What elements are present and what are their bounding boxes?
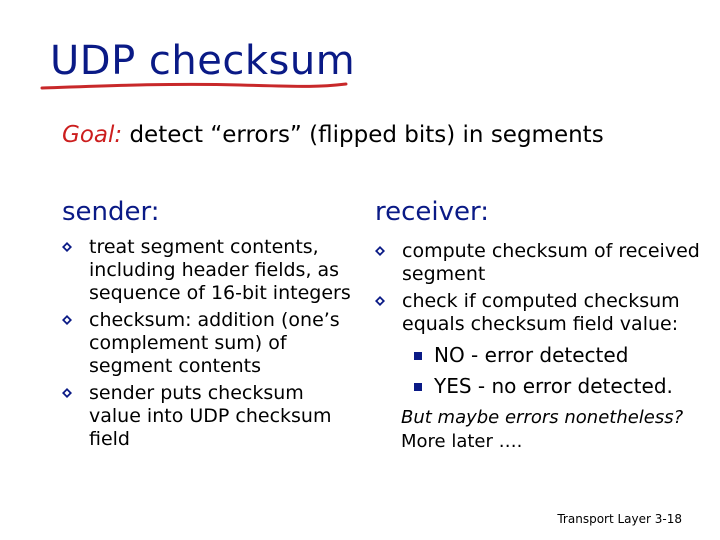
sender-item-text: sender puts checksum value into UDP checksum field bbox=[89, 382, 332, 450]
footer-page-label: Transport Layer 3-18 bbox=[557, 512, 682, 526]
receiver-list bbox=[375, 240, 705, 458]
square-bullet-icon bbox=[414, 352, 422, 360]
diamond-bullet-icon bbox=[62, 242, 72, 252]
sender-list bbox=[62, 236, 352, 455]
sender-item-text: treat segment contents, including header fields, as sequence of 16-bit integers bbox=[89, 236, 351, 304]
receiver-subitem bbox=[414, 371, 705, 402]
receiver-heading: receiver: bbox=[375, 197, 490, 227]
sender-item bbox=[62, 309, 352, 378]
goal-text: detect “errors” (flipped bits) in segments bbox=[122, 122, 604, 148]
receiver-note-rest: More later …. bbox=[401, 431, 523, 452]
diamond-bullet-icon bbox=[62, 315, 72, 325]
receiver-note bbox=[375, 406, 705, 454]
sender-item bbox=[62, 382, 352, 451]
receiver-item bbox=[375, 290, 705, 402]
square-bullet-icon bbox=[414, 383, 422, 391]
diamond-bullet-icon bbox=[375, 296, 385, 306]
sender-item-text: checksum: addition (one’s complement sum) of segment contents bbox=[89, 309, 340, 377]
goal-label: Goal: bbox=[62, 122, 123, 148]
receiver-item-text: compute checksum of received segment bbox=[402, 240, 700, 285]
diamond-bullet-icon bbox=[62, 388, 72, 398]
title-underline bbox=[40, 80, 350, 94]
receiver-item-text: check if computed checksum equals checksum field value: bbox=[402, 290, 680, 335]
goal-line bbox=[62, 122, 604, 148]
receiver-subitem-text: NO - error detected bbox=[434, 343, 629, 367]
receiver-sublist bbox=[402, 340, 705, 402]
sender-item bbox=[62, 236, 352, 305]
receiver-subitem bbox=[414, 340, 705, 371]
slide-title: UDP checksum bbox=[50, 38, 356, 84]
receiver-note-italic: But maybe errors nonetheless? bbox=[401, 407, 684, 428]
diamond-bullet-icon bbox=[375, 246, 385, 256]
receiver-item bbox=[375, 240, 705, 286]
receiver-subitem-text: YES - no error detected. bbox=[434, 374, 673, 398]
sender-heading: sender: bbox=[62, 197, 160, 227]
